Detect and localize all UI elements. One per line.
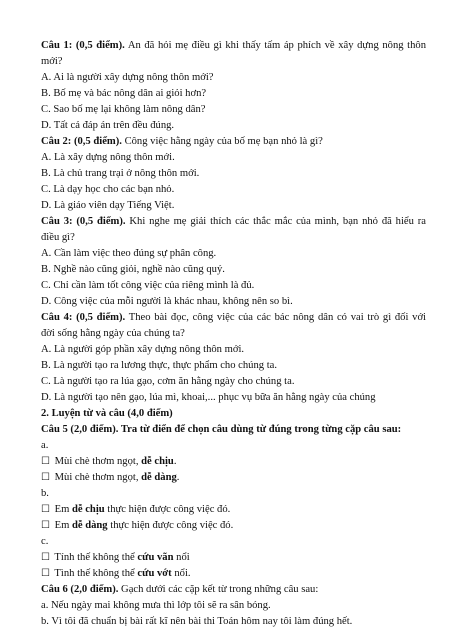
q3-option-d: D. Công việc của mỗi người là khác nhau, không nên so bì.: [41, 296, 293, 307]
q5-a-choice-1-post: .: [173, 456, 177, 467]
q5-a-choice-2-pre: Mùi chè thơm ngọt,: [51, 472, 142, 483]
q5-a-choice-1-word: dễ chịu: [141, 456, 174, 467]
checkbox-icon[interactable]: ☐: [41, 456, 50, 467]
q5-stem: [41, 422, 426, 438]
q5-b-choice-1-word: dễ chịu: [71, 504, 105, 515]
q5-c-choice-2-word: cứu vớt: [137, 568, 172, 579]
q2-option-b: B. Là chủ trang trại ở nông thôn mới.: [41, 168, 200, 179]
q6-sentence-a: a. Nếu ngày mai không mưa thì lớp tôi sẽ ra sân bóng.: [41, 600, 271, 611]
q5-c-choice-2-pre: Tình thế không thể: [51, 568, 138, 579]
q5-a-choice-2-post: .: [176, 472, 180, 483]
q3-label: Câu 3: (0,5 điểm).: [41, 216, 126, 227]
section-2-title: 2. Luyện từ và câu (4,0 điểm): [41, 408, 173, 419]
q2-text: Công việc hằng ngày của bố mẹ bạn nhỏ là gì?: [121, 136, 323, 147]
q1-option-c: C. Sao bố mẹ lại không làm nông dân?: [41, 104, 206, 115]
q5-a-choice-1[interactable]: [41, 454, 426, 470]
q6-label: Câu 6 (2,0 điểm).: [41, 584, 119, 595]
q5-c-choice-1[interactable]: [41, 550, 426, 566]
q4-option-c: C. Là người tạo ra lúa gạo, cơm ăn hằng ngày cho chúng ta.: [41, 376, 295, 387]
q5-a-choice-1-pre: Mùi chè thơm ngọt,: [51, 456, 142, 467]
q2-stem: [41, 134, 426, 150]
q4-option-d: D. Là người tạo nên gạo, lúa mì, khoai,... phục vụ bữa ăn hằng ngày của chúng: [41, 392, 376, 403]
q4-stem-line2: đời sống hằng ngày của chúng ta?: [41, 328, 185, 339]
q5-part-c-letter: c.: [41, 536, 49, 547]
q3-stem-line1: [41, 214, 426, 230]
q5-b-choice-2-word: dễ dàng: [71, 520, 108, 531]
q5-b-choice-1-post: thực hiện được công việc đó.: [104, 504, 231, 515]
q3-option-c: C. Chỉ cần làm tốt công việc của riêng mình là đủ.: [41, 280, 255, 291]
q5-b-choice-2-post: thực hiện được công việc đó.: [107, 520, 234, 531]
q1-stem-line2: mới?: [41, 56, 63, 67]
section-2-heading: [41, 406, 426, 422]
q4-option-b: B. Là người tạo ra lương thực, thực phẩm cho chúng ta.: [41, 360, 277, 371]
q5-a-choice-2[interactable]: [41, 470, 426, 486]
q6-stem: [41, 582, 426, 598]
q5-part-b-letter: b.: [41, 488, 49, 499]
q5-c-choice-1-post: nổi: [173, 552, 190, 563]
q5-b-choice-1-pre: Em: [51, 504, 72, 515]
q1-option-b: B. Bố mẹ và bác nông dân ai giỏi hơn?: [41, 88, 207, 99]
q2-option-a: A. Là xây dựng nông thôn mới.: [41, 152, 175, 163]
q3-text: Khi nghe mẹ giải thích các thắc mắc của mình, bạn nhỏ đã hiểu ra: [125, 216, 426, 227]
q6-sentence-b: b. Vì tôi đã chuẩn bị bài rất kĩ nên bài thi Toán hôm nay tôi làm đúng hết.: [41, 616, 353, 627]
q1-stem-line1: [41, 38, 426, 54]
q2-option-c: C. Là dạy học cho các bạn nhỏ.: [41, 184, 175, 195]
q4-stem-line1: [41, 310, 426, 326]
q4-label: Câu 4: (0,5 điểm).: [41, 312, 126, 323]
q1-option-a: A. Ai là người xây dựng nông thôn mới?: [41, 72, 214, 83]
q2-option-d: D. Là giáo viên dạy Tiếng Việt.: [41, 200, 175, 211]
q1-option-d: D. Tất cả đáp án trên đều đúng.: [41, 120, 175, 131]
q5-b-choice-1[interactable]: [41, 502, 426, 518]
q3-option-a: A. Cần làm việc theo đúng sự phân công.: [41, 248, 217, 259]
q5-c-choice-2[interactable]: [41, 566, 426, 582]
checkbox-icon[interactable]: ☐: [41, 472, 50, 483]
q1-text: An đã hỏi mẹ điều gì khi thấy tấm áp phích về xây dựng nông thôn: [124, 40, 426, 51]
q5-b-choice-2-pre: Em: [51, 520, 72, 531]
q2-label: Câu 2: (0,5 điểm).: [41, 136, 122, 147]
checkbox-icon[interactable]: ☐: [41, 504, 50, 515]
checkbox-icon[interactable]: ☐: [41, 552, 50, 563]
checkbox-icon[interactable]: ☐: [41, 568, 50, 579]
q5-c-choice-2-post: nổi.: [171, 568, 191, 579]
q5-part-a-letter: a.: [41, 440, 49, 451]
q5-a-choice-2-word: dễ dàng: [141, 472, 177, 483]
q5-c-choice-1-pre: Tính thế không thể: [51, 552, 138, 563]
q5-title: Câu 5 (2,0 điểm). Tra từ điển để chọn câu dùng từ đúng trong từng cặp câu sau:: [41, 424, 402, 435]
q3-option-b: B. Nghề nào cũng giỏi, nghề nào cũng quý.: [41, 264, 225, 275]
q5-b-choice-2[interactable]: [41, 518, 426, 534]
q6-text: Gạch dưới các cặp kết từ trong những câu sau:: [118, 584, 319, 595]
q4-text: Theo bài đọc, công việc của các bác nông dân có vai trò gì đối với: [125, 312, 426, 323]
q5-c-choice-1-word: cứu vãn: [137, 552, 174, 563]
q1-label: Câu 1: (0,5 điểm).: [41, 40, 125, 51]
checkbox-icon[interactable]: ☐: [41, 520, 50, 531]
q3-stem-line2: điều gì?: [41, 232, 75, 243]
q4-option-a: A. Là người góp phần xây dựng nông thôn mới.: [41, 344, 245, 355]
